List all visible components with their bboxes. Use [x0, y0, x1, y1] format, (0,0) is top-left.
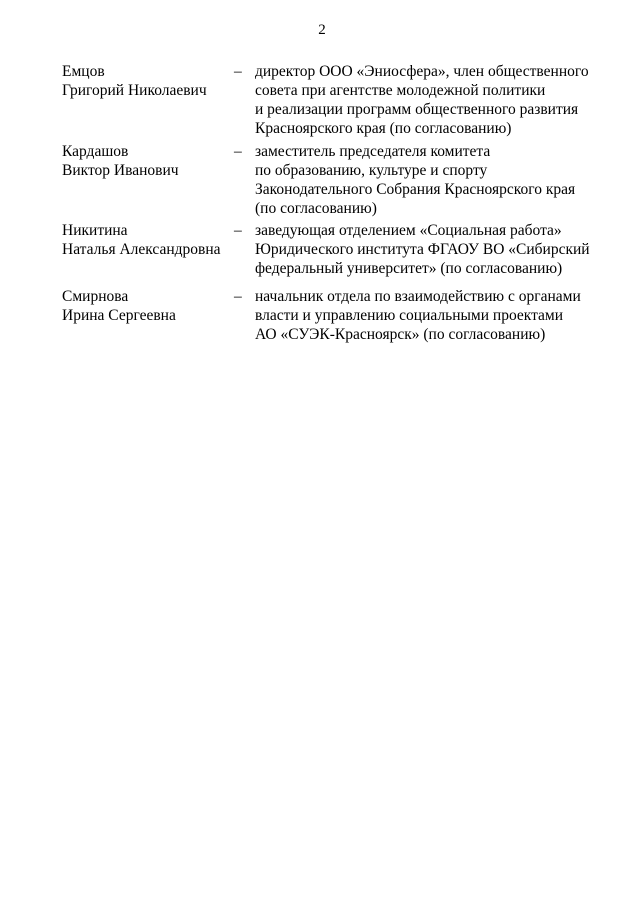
surname: Смирнова: [62, 288, 129, 305]
member-position: [255, 287, 581, 344]
member-position: [255, 62, 589, 138]
surname: Кардашов: [62, 143, 129, 160]
given-names: Наталья Александровна: [62, 241, 221, 258]
dash: –: [234, 143, 242, 160]
dash: –: [234, 288, 242, 305]
position-line: власти и управлению социальными проектами: [255, 307, 564, 324]
given-names: Виктор Иванович: [62, 162, 179, 179]
page-number: 2: [318, 22, 326, 38]
dash: –: [234, 222, 242, 239]
member-name: [62, 142, 179, 180]
given-names: Ирина Сергеевна: [62, 307, 176, 324]
member-position: [255, 221, 590, 278]
position-line: и реализации программ общественного развития: [255, 101, 579, 118]
surname: Никитина: [62, 222, 128, 239]
member-name: [62, 221, 221, 259]
given-names: Григорий Николаевич: [62, 82, 207, 99]
position-line: начальник отдела по взаимодействию с органами: [255, 288, 581, 305]
position-line: (по согласованию): [255, 200, 377, 217]
position-line: заведующая отделением «Социальная работа»: [255, 222, 562, 239]
position-line: по образованию, культуре и спорту: [255, 162, 488, 179]
position-line: Юридического института ФГАОУ ВО «Сибирский: [255, 241, 590, 258]
position-line: заместитель председателя комитета: [255, 143, 491, 160]
position-line: Красноярского края (по согласованию): [255, 120, 512, 137]
position-line: Законодательного Собрания Красноярского края: [255, 181, 576, 198]
member-name: [62, 287, 176, 325]
position-line: директор ООО «Эниосфера», член общественного: [255, 63, 589, 80]
member-name: [62, 62, 207, 100]
surname: Емцов: [62, 63, 105, 80]
position-line: федеральный университет» (по согласованию): [255, 260, 563, 277]
dash: –: [234, 63, 242, 80]
member-position: [255, 142, 575, 218]
position-line: совета при агентстве молодежной политики: [255, 82, 546, 99]
position-line: АО «СУЭК-Красноярск» (по согласованию): [255, 326, 546, 343]
